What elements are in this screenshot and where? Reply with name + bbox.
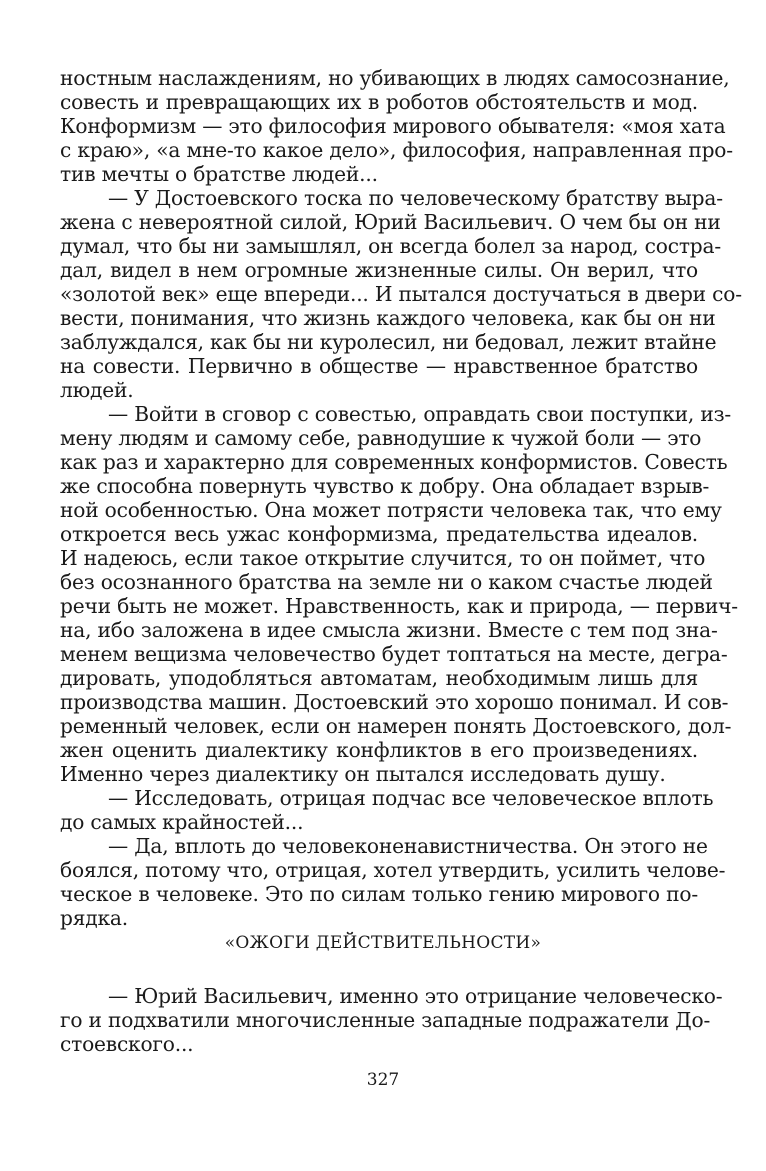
paragraph (60, 984, 723, 1056)
text-line: — Войти в сговор с совестью, оправдать свои поступки, из- (108, 402, 732, 426)
text-line: думал, что бы ни замышлял, он всегда болел за народ, состра- (60, 234, 721, 258)
text-line: жен оценить диалектику конфликтов в его произведениях. (60, 738, 698, 762)
text-line: с краю», «а мне-то какое дело», философия, направленная про- (60, 138, 733, 162)
text-line: боялся, потому что, отрицая, хотел утвердить, усилить челове- (60, 858, 726, 882)
text-line: ческое в человеке. Это по силам только гению мирового по- (60, 882, 698, 906)
text-line: жена с невероятной силой, Юрий Васильевич. О чем бы он ни (60, 210, 721, 234)
text-line: совесть и превращающих их в роботов обстоятельств и мод. (60, 90, 698, 114)
paragraph (60, 834, 726, 930)
text-line: — Юрий Васильевич, именно это отрицание человеческо- (108, 984, 723, 1008)
text-line: го и подхватили многочисленные западные подражатели До- (60, 1008, 711, 1032)
text-line: менем вещизма человечество будет топтаться на месте, дегра- (60, 642, 728, 666)
text-line: — У Достоевского тоска по человеческому братству выра- (108, 186, 723, 210)
body-text (60, 66, 742, 930)
text-line: Конформизм — это философия мирового обывателя: «моя хата (60, 114, 726, 138)
text-line: Именно через диалектику он пытался исследовать душу. (60, 762, 666, 786)
text-line: же способна повернуть чувство к добру. Она обладает взрыв- (60, 474, 710, 498)
text-line: заблуждался, как бы ни куролесил, ни бедовал, лежит втайне (60, 330, 717, 354)
text-line: мену людям и самому себе, равнодушие к чужой боли — это (60, 426, 702, 450)
text-line: до самых крайностей... (60, 810, 304, 834)
text-line: ной особенностью. Она может потрясти человека так, что ему (60, 498, 722, 522)
paragraph (60, 402, 738, 786)
text-line: речи быть не может. Нравственность, как и природа, — первич- (60, 594, 738, 618)
text-line: стоевского... (60, 1032, 194, 1056)
text-line: дал, видел в нем огромные жизненные силы. Он верил, что (60, 258, 698, 282)
text-line: — Да, вплоть до человеконенавистничества. Он этого не (108, 834, 708, 858)
page-number: 327 (366, 1070, 400, 1090)
text-line: на совести. Первично в обществе — нравственное братство (60, 354, 698, 378)
text-line: тив мечты о братстве людей... (60, 162, 378, 186)
text-line: вести, понимания, что жизнь каждого человека, как бы он ни (60, 306, 716, 330)
text-line: И надеюсь, если такое открытие случится, то он поймет, что (60, 546, 706, 570)
text-line: откроется весь ужас конформизма, предательства идеалов. (60, 522, 698, 546)
text-line: на, ибо заложена в идее смысла жизни. Вместе с тем под зна- (60, 618, 718, 642)
text-line: дировать, уподобляться автоматам, необходимым лишь для (60, 666, 698, 690)
text-line: — Исследовать, отрицая подчас все человеческое вплоть (108, 786, 714, 810)
text-line: как раз и характерно для современных конформистов. Совесть (60, 450, 728, 474)
text-line: ностным наслаждениям, но убивающих в людях самосознание, (60, 66, 730, 90)
text-line: людей. (60, 378, 134, 402)
section-body-text (60, 984, 723, 1056)
section-heading: «ОЖОГИ ДЕЙСТВИТЕЛЬНОСТИ» (224, 933, 542, 953)
text-line: без осознанного братства на земле ни о каком счастье людей (60, 570, 713, 594)
paragraph (60, 66, 733, 186)
text-line: производства машин. Достоевский это хорошо понимал. И сов- (60, 690, 729, 714)
text-line: «золотой век» еще впереди... И пытался достучаться в двери со- (60, 282, 742, 306)
paragraph (60, 186, 742, 402)
text-line: ременный человек, если он намерен понять Достоевского, дол- (60, 714, 732, 738)
text-line: рядка. (60, 906, 128, 930)
paragraph (60, 786, 714, 834)
